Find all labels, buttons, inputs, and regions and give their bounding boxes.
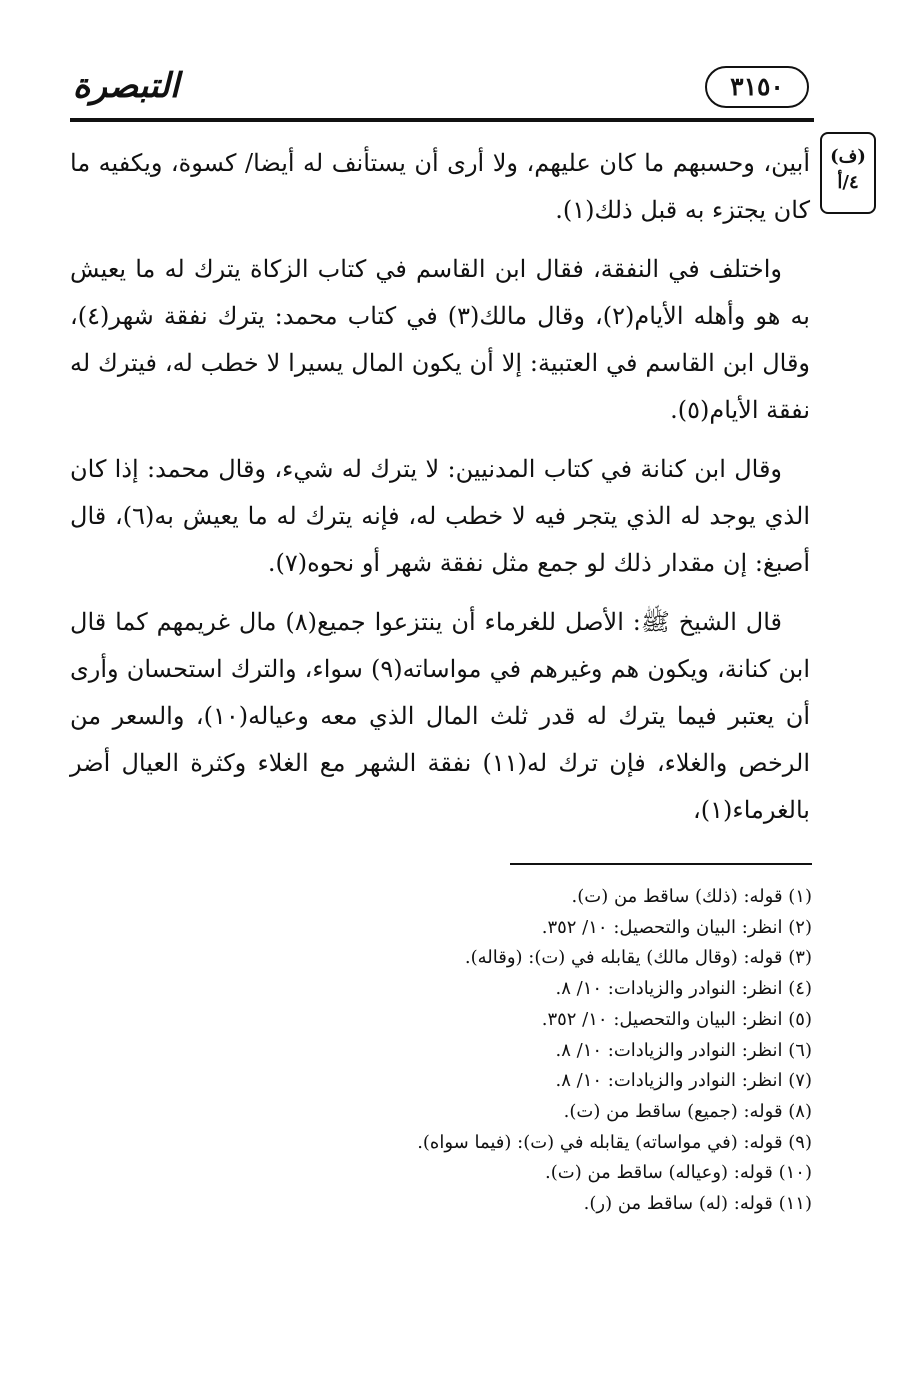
footnote: (٧) انظر: النوادر والزيادات: ١٠/ ٨. (555, 1070, 812, 1092)
paragraph: وقال ابن كنانة في كتاب المدنيين: لا يترك له شيء، وقال محمد: إذا كان الذي يوجد له الذي يتجر فيه لا خطب له، فإنه يترك له ما يعيش به(٦)، قال أصبغ: إن مقدار ذلك لو جمع مثل نفقة شهر أو نحوه(٧). (70, 455, 810, 577)
footnote: (٤) انظر: النوادر والزيادات: ١٠/ ٨. (555, 978, 812, 1000)
footnote: (١١) قوله: (له) ساقط من (ر). (583, 1193, 812, 1215)
footnote: (١) قوله: (ذلك) ساقط من (ت). (571, 886, 812, 907)
footnote: (٥) انظر: البيان والتحصيل: ١٠/ ٣٥٢. (541, 1008, 812, 1030)
main-text (70, 140, 810, 846)
paragraph: واختلف في النفقة، فقال ابن القاسم في كتاب الزكاة يترك له ما يعيش به هو وأهله الأيام(٢)، وقال مالك(٣) في كتاب محمد: يترك نفقة شهر(٤)، وقال ابن القاسم في العتبية: إلا أن يكون المال يسيرا لا خطب له، فيترك له نفقة الأيام(٥). (70, 255, 811, 424)
footnote: (١٠) قوله: (وعياله) ساقط من (ت). (545, 1162, 812, 1184)
margin-note (820, 132, 876, 214)
footnote: (٨) قوله: (جميع) ساقط من (ت). (563, 1100, 812, 1122)
footnote: (٩) قوله: (في مواساته) يقابله في (ت): (فيما سواه). (417, 1131, 812, 1153)
footnotes-list (300, 882, 812, 1220)
footnote: (٢) انظر: البيان والتحصيل: ١٠/ ٣٥٢. (541, 916, 812, 938)
footnote-rule (510, 863, 812, 865)
paragraph: أبين، وحسبهم ما كان عليهم، ولا أرى أن يستأنف له أيضا/ كسوة، ويكفيه ما كان يجتزء به قبل ذلك(١). (70, 149, 810, 224)
header-title: التبصرة (72, 66, 180, 106)
footnote: (٣) قوله: (وقال مالك) يقابله في (ت): (وقاله). (464, 947, 812, 969)
paragraph: قال الشيخ ﷺ: الأصل للغرماء أن ينتزعوا جميع(٨) مال غريمهم كما قال ابن كنانة، ويكون هم وغيرهم في مواساته(٩) سواء، والترك استحسان وأرى أن يعتبر فيما يترك له قدر ثلث المال الذي معه وعياله(١٠)، والسعر من الرخص والغلاء، فإن ترك له(١١) نفقة الشهر مع الغلاء وكثرة العيال أضر بالغرماء(١)، (70, 608, 810, 824)
footnote: (٦) انظر: النوادر والزيادات: ١٠/ ٨. (555, 1039, 812, 1061)
page-number: ٣١٥٠ (705, 66, 809, 108)
margin-note-line1: (ف) (830, 146, 866, 167)
header-rule (70, 118, 814, 122)
margin-note-line2: ٤/أ (837, 172, 859, 193)
